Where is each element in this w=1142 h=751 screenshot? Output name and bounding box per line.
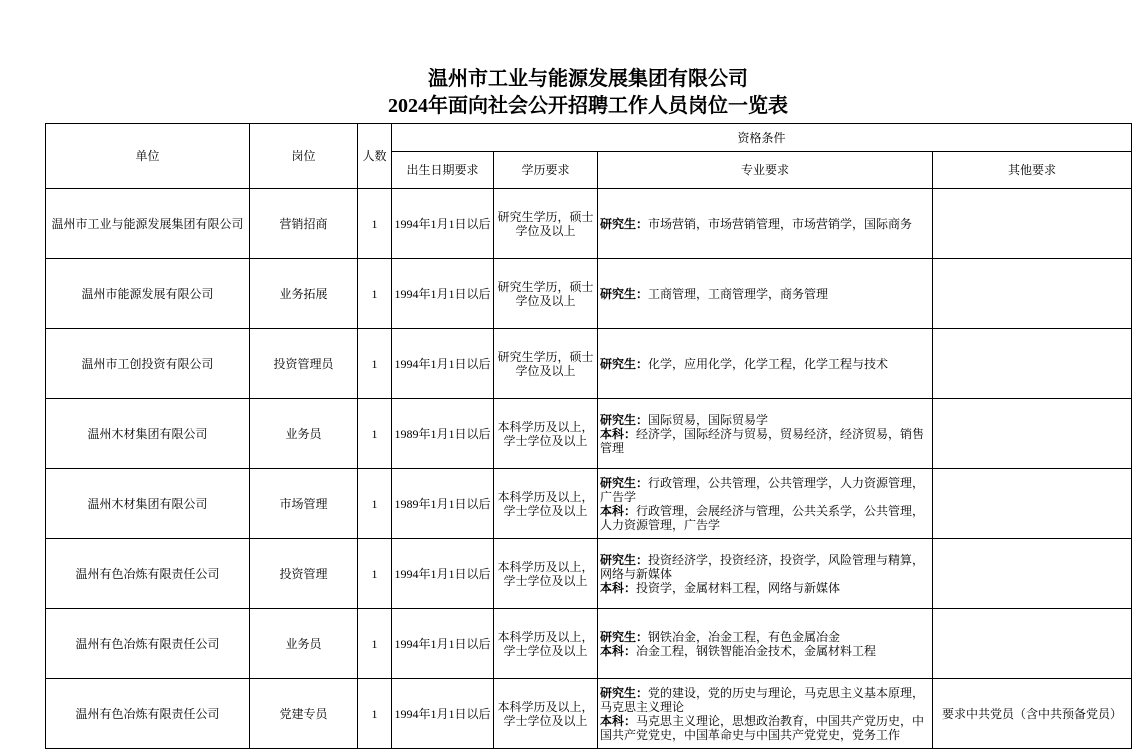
position-cell: 投资管理 bbox=[250, 539, 358, 609]
other-cell: 要求中共党员（含中共预备党员） bbox=[933, 679, 1132, 749]
major-level-label: 本科： bbox=[600, 426, 637, 441]
major-line bbox=[600, 427, 930, 455]
major-line bbox=[600, 630, 930, 644]
birth-cell: 1994年1月1日以后 bbox=[392, 259, 494, 329]
position-cell: 业务员 bbox=[250, 399, 358, 469]
count-cell: 1 bbox=[358, 259, 392, 329]
count-cell: 1 bbox=[358, 679, 392, 749]
major-line bbox=[600, 357, 930, 371]
header-other: 其他要求 bbox=[933, 152, 1132, 189]
major-line bbox=[600, 217, 930, 231]
header-unit: 单位 bbox=[46, 124, 250, 189]
major-level-label: 研究生： bbox=[600, 216, 649, 231]
major-level-label: 本科： bbox=[600, 503, 637, 518]
table-row bbox=[46, 469, 1132, 539]
unit-cell: 温州有色冶炼有限责任公司 bbox=[46, 679, 250, 749]
major-level-label: 研究生： bbox=[600, 685, 649, 700]
birth-cell: 1994年1月1日以后 bbox=[392, 539, 494, 609]
title-line-2: 2024年面向社会公开招聘工作人员岗位一览表 bbox=[388, 95, 788, 117]
major-level-label: 本科： bbox=[600, 713, 637, 728]
unit-cell: 温州有色冶炼有限责任公司 bbox=[46, 539, 250, 609]
table-row bbox=[46, 189, 1132, 259]
other-cell bbox=[933, 539, 1132, 609]
recruitment-table bbox=[45, 123, 1132, 749]
other-cell bbox=[933, 189, 1132, 259]
major-list: 钢铁冶金，冶金工程，有色金属冶金 bbox=[648, 629, 841, 644]
major-line bbox=[600, 504, 930, 532]
unit-cell: 温州市工业与能源发展集团有限公司 bbox=[46, 189, 250, 259]
position-cell: 业务员 bbox=[250, 609, 358, 679]
title-line-1: 温州市工业与能源发展集团有限公司 bbox=[428, 68, 748, 90]
major-list: 投资经济学，投资经济，投资学，风险管理与精算，网络与新媒体 bbox=[600, 552, 925, 581]
major-cell bbox=[598, 609, 933, 679]
major-line bbox=[600, 413, 930, 427]
unit-cell: 温州木材集团有限公司 bbox=[46, 469, 250, 539]
position-cell: 党建专员 bbox=[250, 679, 358, 749]
other-cell bbox=[933, 609, 1132, 679]
education-cell: 本科学历及以上，学士学位及以上 bbox=[494, 679, 598, 749]
header-qualifications: 资格条件 bbox=[392, 124, 1132, 152]
major-list: 冶金工程，钢铁智能冶金技术，金属材料工程 bbox=[636, 643, 877, 658]
major-list: 化学，应用化学，化学工程，化学工程与技术 bbox=[648, 356, 889, 371]
header-education: 学历要求 bbox=[494, 152, 598, 189]
table-row bbox=[46, 399, 1132, 469]
major-level-label: 研究生： bbox=[600, 286, 649, 301]
unit-cell: 温州有色冶炼有限责任公司 bbox=[46, 609, 250, 679]
count-cell: 1 bbox=[358, 539, 392, 609]
count-cell: 1 bbox=[358, 609, 392, 679]
header-position: 岗位 bbox=[250, 124, 358, 189]
major-level-label: 研究生： bbox=[600, 475, 649, 490]
other-cell bbox=[933, 329, 1132, 399]
major-list: 经济学，国际经济与贸易，贸易经济，经济贸易，销售管理 bbox=[600, 426, 925, 455]
table-row bbox=[46, 609, 1132, 679]
other-cell bbox=[933, 259, 1132, 329]
major-level-label: 本科： bbox=[600, 580, 637, 595]
major-line bbox=[600, 287, 930, 301]
major-cell bbox=[598, 189, 933, 259]
education-cell: 本科学历及以上，学士学位及以上 bbox=[494, 539, 598, 609]
document-title bbox=[45, 66, 1131, 120]
major-cell bbox=[598, 539, 933, 609]
major-list: 行政管理，会展经济与管理，公共关系学，公共管理，人力资源管理，广告学 bbox=[600, 503, 925, 532]
birth-cell: 1994年1月1日以后 bbox=[392, 609, 494, 679]
major-line bbox=[600, 581, 930, 595]
major-cell bbox=[598, 679, 933, 749]
header-count: 人数 bbox=[358, 124, 392, 189]
header-birth: 出生日期要求 bbox=[392, 152, 494, 189]
education-cell: 本科学历及以上，学士学位及以上 bbox=[494, 399, 598, 469]
table-row bbox=[46, 679, 1132, 749]
education-cell: 研究生学历，硕士学位及以上 bbox=[494, 189, 598, 259]
birth-cell: 1994年1月1日以后 bbox=[392, 329, 494, 399]
education-cell: 本科学历及以上，学士学位及以上 bbox=[494, 609, 598, 679]
header-row bbox=[46, 124, 1132, 152]
unit-cell: 温州木材集团有限公司 bbox=[46, 399, 250, 469]
birth-cell: 1994年1月1日以后 bbox=[392, 189, 494, 259]
major-list: 行政管理，公共管理，公共管理学，人力资源管理，广告学 bbox=[600, 475, 925, 504]
major-list: 党的建设，党的历史与理论，马克思主义基本原理，马克思主义理论 bbox=[600, 685, 925, 714]
major-line bbox=[600, 686, 930, 714]
education-cell: 研究生学历，硕士学位及以上 bbox=[494, 259, 598, 329]
major-cell bbox=[598, 259, 933, 329]
major-level-label: 研究生： bbox=[600, 412, 649, 427]
major-line bbox=[600, 553, 930, 581]
count-cell: 1 bbox=[358, 469, 392, 539]
table-row bbox=[46, 329, 1132, 399]
position-cell: 投资管理员 bbox=[250, 329, 358, 399]
unit-cell: 温州市能源发展有限公司 bbox=[46, 259, 250, 329]
position-cell: 业务拓展 bbox=[250, 259, 358, 329]
major-list: 投资学，金属材料工程，网络与新媒体 bbox=[636, 580, 841, 595]
other-cell bbox=[933, 399, 1132, 469]
count-cell: 1 bbox=[358, 189, 392, 259]
count-cell: 1 bbox=[358, 399, 392, 469]
position-cell: 市场管理 bbox=[250, 469, 358, 539]
major-list: 工商管理，工商管理学，商务管理 bbox=[648, 286, 829, 301]
birth-cell: 1989年1月1日以后 bbox=[392, 469, 494, 539]
major-level-label: 研究生： bbox=[600, 552, 649, 567]
position-cell: 营销招商 bbox=[250, 189, 358, 259]
major-level-label: 研究生： bbox=[600, 356, 649, 371]
major-level-label: 本科： bbox=[600, 643, 637, 658]
birth-cell: 1994年1月1日以后 bbox=[392, 679, 494, 749]
major-line bbox=[600, 644, 930, 658]
major-cell bbox=[598, 469, 933, 539]
unit-cell: 温州市工创投资有限公司 bbox=[46, 329, 250, 399]
table-row bbox=[46, 539, 1132, 609]
major-level-label: 研究生： bbox=[600, 629, 649, 644]
table-row bbox=[46, 259, 1132, 329]
major-list: 市场营销，市场营销管理，市场营销学，国际商务 bbox=[648, 216, 913, 231]
birth-cell: 1989年1月1日以后 bbox=[392, 399, 494, 469]
major-line bbox=[600, 714, 930, 742]
header-major: 专业要求 bbox=[598, 152, 933, 189]
major-line bbox=[600, 476, 930, 504]
other-cell bbox=[933, 469, 1132, 539]
major-list: 马克思主义理论，思想政治教育，中国共产党历史，中国共产党党史，中国革命史与中国共产党党史，党务工作 bbox=[600, 713, 925, 742]
major-list: 国际贸易，国际贸易学 bbox=[648, 412, 769, 427]
major-cell bbox=[598, 329, 933, 399]
major-cell bbox=[598, 399, 933, 469]
count-cell: 1 bbox=[358, 329, 392, 399]
education-cell: 研究生学历，硕士学位及以上 bbox=[494, 329, 598, 399]
education-cell: 本科学历及以上，学士学位及以上 bbox=[494, 469, 598, 539]
